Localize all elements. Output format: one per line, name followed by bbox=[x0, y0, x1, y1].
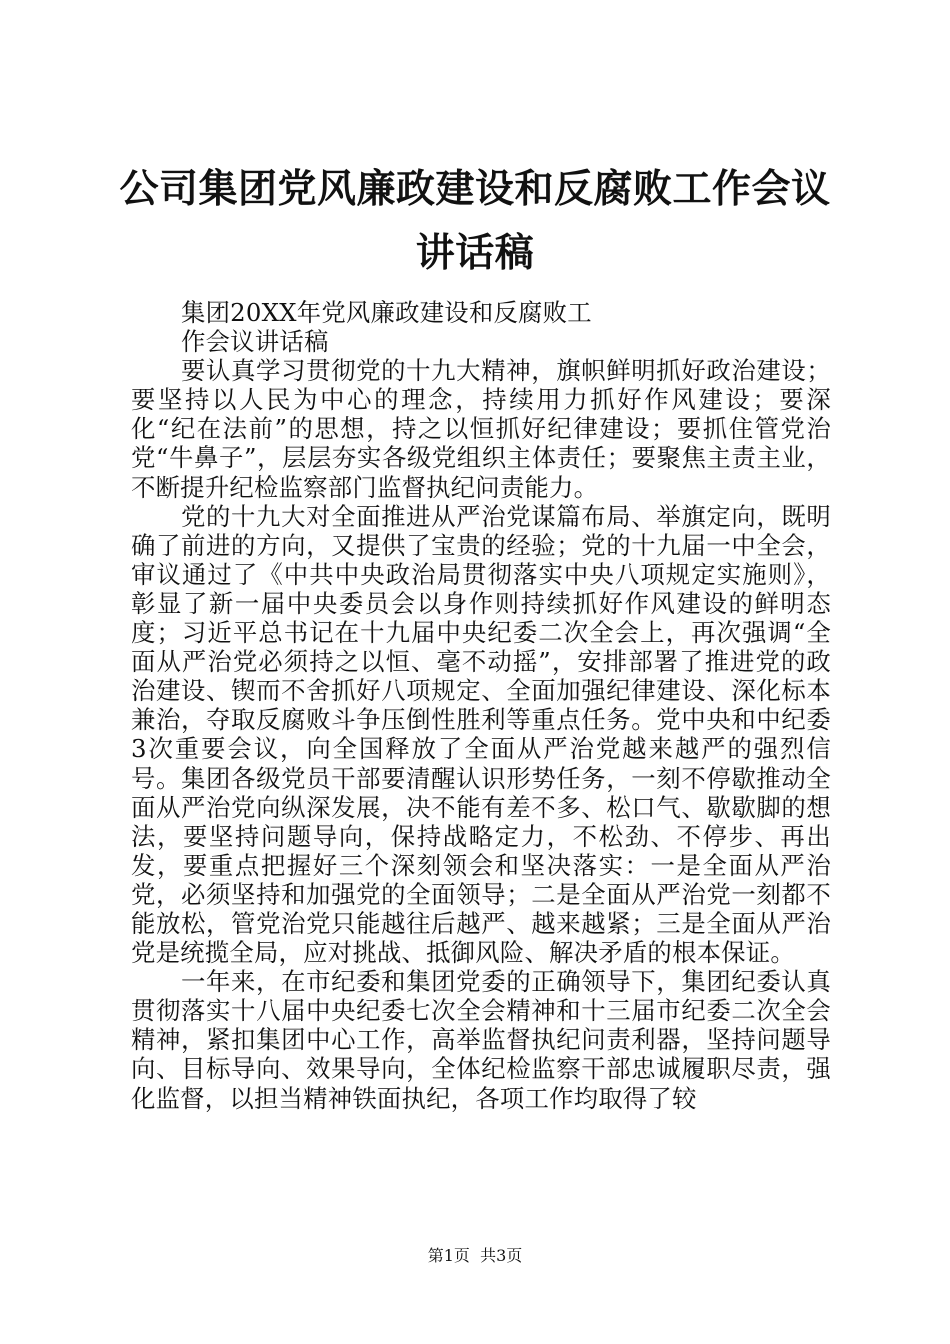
page-footer bbox=[0, 1246, 950, 1266]
paragraph-2: 党的十九大对全面推进从严治党谋篇布局、举旗定向，既明确了前进的方向，又提供了宝贵的经验；党的十九届一中全会，审议通过了《中共中央政治局贯彻落实中央八项规定实施则》，彰显了新一届中央委员会以身作则持续抓好作风建设的鲜明态度；习近平总书记在十九届中央纪委二次全会上，再次强调“全面从严治党必须持之以恒、毫不动摇”，安排部署了推进党的政治建设、锲而不舍抓好八项规定、全面加强纪律建设、深化标本兼治，夺取反腐败斗争压倒性胜利等重点任务。党中央和中纪委3次重要会议，向全国释放了全面从严治党越来越严的强烈信号。集团各级党员干部要清醒认识形势任务，一刻不停歇推动全面从严治党向纵深发展，决不能有差不多、松口气、歇歇脚的想法，要坚持问题导向，保持战略定力，不松劲、不停步、再出发，要重点把握好三个深刻领会和坚决落实：一是全面从严治党，必须坚持和加强党的全面领导；二是全面从严治党一刻都不能放松，管党治党只能越往后越严、越来越紧；三是全面从严治党是统揽全局，应对挑战、抵御风险、解决矛盾的根本保证。 bbox=[131, 501, 831, 968]
subtitle-line-2: 作会议讲话稿 bbox=[181, 327, 329, 357]
paragraph-1: 要认真学习贯彻党的十九大精神，旗帜鲜明抓好政治建设；要坚持以人民为中心的理念，持续用力抓好作风建设；要深化“纪在法前”的思想，持之以恒抓好纪律建设；要抓住管党治党“牛鼻子”，层层夯实各级党组织主体责任；要聚焦主责主业，不断提升纪检监察部门监督执纪问责能力。 bbox=[131, 356, 831, 502]
page-number-label: 第1页 共3页 bbox=[427, 1246, 523, 1265]
paragraph-3: 一年来，在市纪委和集团党委的正确领导下，集团纪委认真贯彻落实十八届中央纪委七次全会精神和十三届市纪委二次全会精神，紧扣集团中心工作，高举监督执纪问责利器，坚持问题导向、目标导向、效果导向，全体纪检监察干部忠诚履职尽责，强化监督，以担当精神铁面执纪，各项工作均取得了较 bbox=[131, 967, 831, 1113]
subtitle-line-1: 集团20XX年党风廉政建设和反腐败工 bbox=[181, 298, 592, 327]
document-title: 公司集团党风廉政建设和反腐败工作会议讲话稿 bbox=[119, 167, 831, 276]
document-body bbox=[131, 298, 831, 1113]
